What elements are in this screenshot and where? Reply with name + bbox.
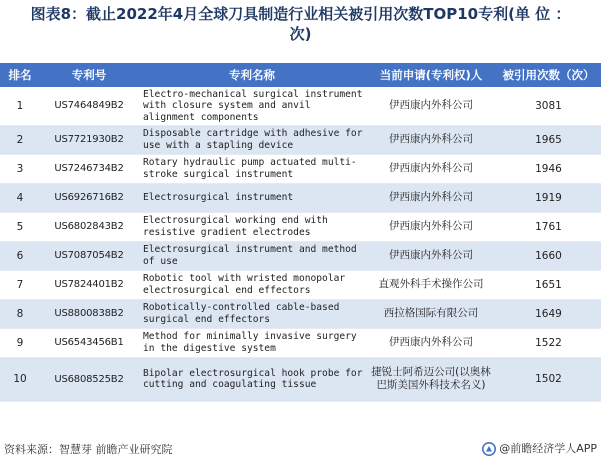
cell-patent: US7824401B2 <box>40 270 138 299</box>
patent-table <box>0 63 601 402</box>
cell-name: Rotary hydraulic pump actuated multi-stroke surgical instrument <box>138 154 366 183</box>
cell-name: Method for minimally invasive surgery in the digestive system <box>138 328 366 357</box>
cell-rank: 2 <box>0 125 40 154</box>
cell-name: Robotically-controlled cable-based surgical end effectors <box>138 299 366 328</box>
brand-logo <box>482 442 597 456</box>
cell-patent: US6543456B1 <box>40 328 138 357</box>
table-header-row <box>0 63 601 87</box>
table-row <box>0 183 601 212</box>
table-row <box>0 270 601 299</box>
table-row <box>0 212 601 241</box>
cell-rank: 4 <box>0 183 40 212</box>
brand-logo-text: @前瞻经济学人APP <box>499 442 597 455</box>
cell-patent: US8800838B2 <box>40 299 138 328</box>
table-row <box>0 241 601 270</box>
cell-rank: 1 <box>0 87 40 125</box>
footer <box>0 443 601 465</box>
cell-cites: 3081 <box>496 87 601 125</box>
table-row <box>0 87 601 125</box>
cell-cites: 1919 <box>496 183 601 212</box>
cell-assignee: 伊西康内外科公司 <box>366 212 496 241</box>
cell-patent: US7087054B2 <box>40 241 138 270</box>
header-patent: 专利号 <box>40 63 138 87</box>
header-rank: 排名 <box>0 63 40 87</box>
cell-cites: 1946 <box>496 154 601 183</box>
cell-patent: US6808525B2 <box>40 357 138 401</box>
cell-name: Electrosurgical instrument <box>138 183 366 212</box>
cell-cites: 1502 <box>496 357 601 401</box>
cell-assignee: 伊西康内外科公司 <box>366 154 496 183</box>
cell-name: Disposable cartridge with adhesive for use with a stapling device <box>138 125 366 154</box>
cell-patent: US7246734B2 <box>40 154 138 183</box>
source-note: 资料来源：智慧芽 前瞻产业研究院 <box>4 443 173 456</box>
cell-rank: 3 <box>0 154 40 183</box>
cell-patent: US7721930B2 <box>40 125 138 154</box>
cell-cites: 1649 <box>496 299 601 328</box>
table-row <box>0 125 601 154</box>
cell-cites: 1660 <box>496 241 601 270</box>
cell-rank: 9 <box>0 328 40 357</box>
header-name: 专利名称 <box>138 63 366 87</box>
qianzhan-logo-icon <box>482 442 496 456</box>
cell-rank: 5 <box>0 212 40 241</box>
cell-rank: 6 <box>0 241 40 270</box>
table-row <box>0 357 601 401</box>
header-cites: 被引用次数（次） <box>496 63 601 87</box>
cell-cites: 1522 <box>496 328 601 357</box>
table-row <box>0 299 601 328</box>
cell-name: Electro-mechanical surgical instrument with closure system and anvil alignment components <box>138 87 366 125</box>
cell-rank: 8 <box>0 299 40 328</box>
cell-cites: 1965 <box>496 125 601 154</box>
cell-name: Electrosurgical instrument and method of use <box>138 241 366 270</box>
cell-cites: 1651 <box>496 270 601 299</box>
cell-assignee: 伊西康内外科公司 <box>366 183 496 212</box>
title-line-2: 次) <box>289 25 312 43</box>
page-title <box>0 4 601 44</box>
cell-name: Electrosurgical working end with resistive gradient electrodes <box>138 212 366 241</box>
cell-rank: 10 <box>0 357 40 401</box>
cell-assignee: 伊西康内外科公司 <box>366 328 496 357</box>
cell-assignee: 伊西康内外科公司 <box>366 125 496 154</box>
cell-assignee: 西拉格国际有限公司 <box>366 299 496 328</box>
table-row <box>0 154 601 183</box>
header-assignee: 当前申请(专利权)人 <box>366 63 496 87</box>
cell-rank: 7 <box>0 270 40 299</box>
cell-assignee: 捷锐士阿希迈公司(以奥林巴斯美国外科技术名义) <box>366 357 496 401</box>
title-line-1: 图表8：截止2022年4月全球刀具制造行业相关被引用次数TOP10专利(单 位 ： <box>30 5 571 23</box>
cell-assignee: 伊西康内外科公司 <box>366 241 496 270</box>
cell-assignee: 伊西康内外科公司 <box>366 87 496 125</box>
cell-patent: US6802843B2 <box>40 212 138 241</box>
table-row <box>0 328 601 357</box>
cell-name: Bipolar electrosurgical hook probe for cutting and coagulating tissue <box>138 357 366 401</box>
cell-name: Robotic tool with wristed monopolar electrosurgical end effectors <box>138 270 366 299</box>
cell-cites: 1761 <box>496 212 601 241</box>
cell-assignee: 直观外科手术操作公司 <box>366 270 496 299</box>
cell-patent: US7464849B2 <box>40 87 138 125</box>
cell-patent: US6926716B2 <box>40 183 138 212</box>
